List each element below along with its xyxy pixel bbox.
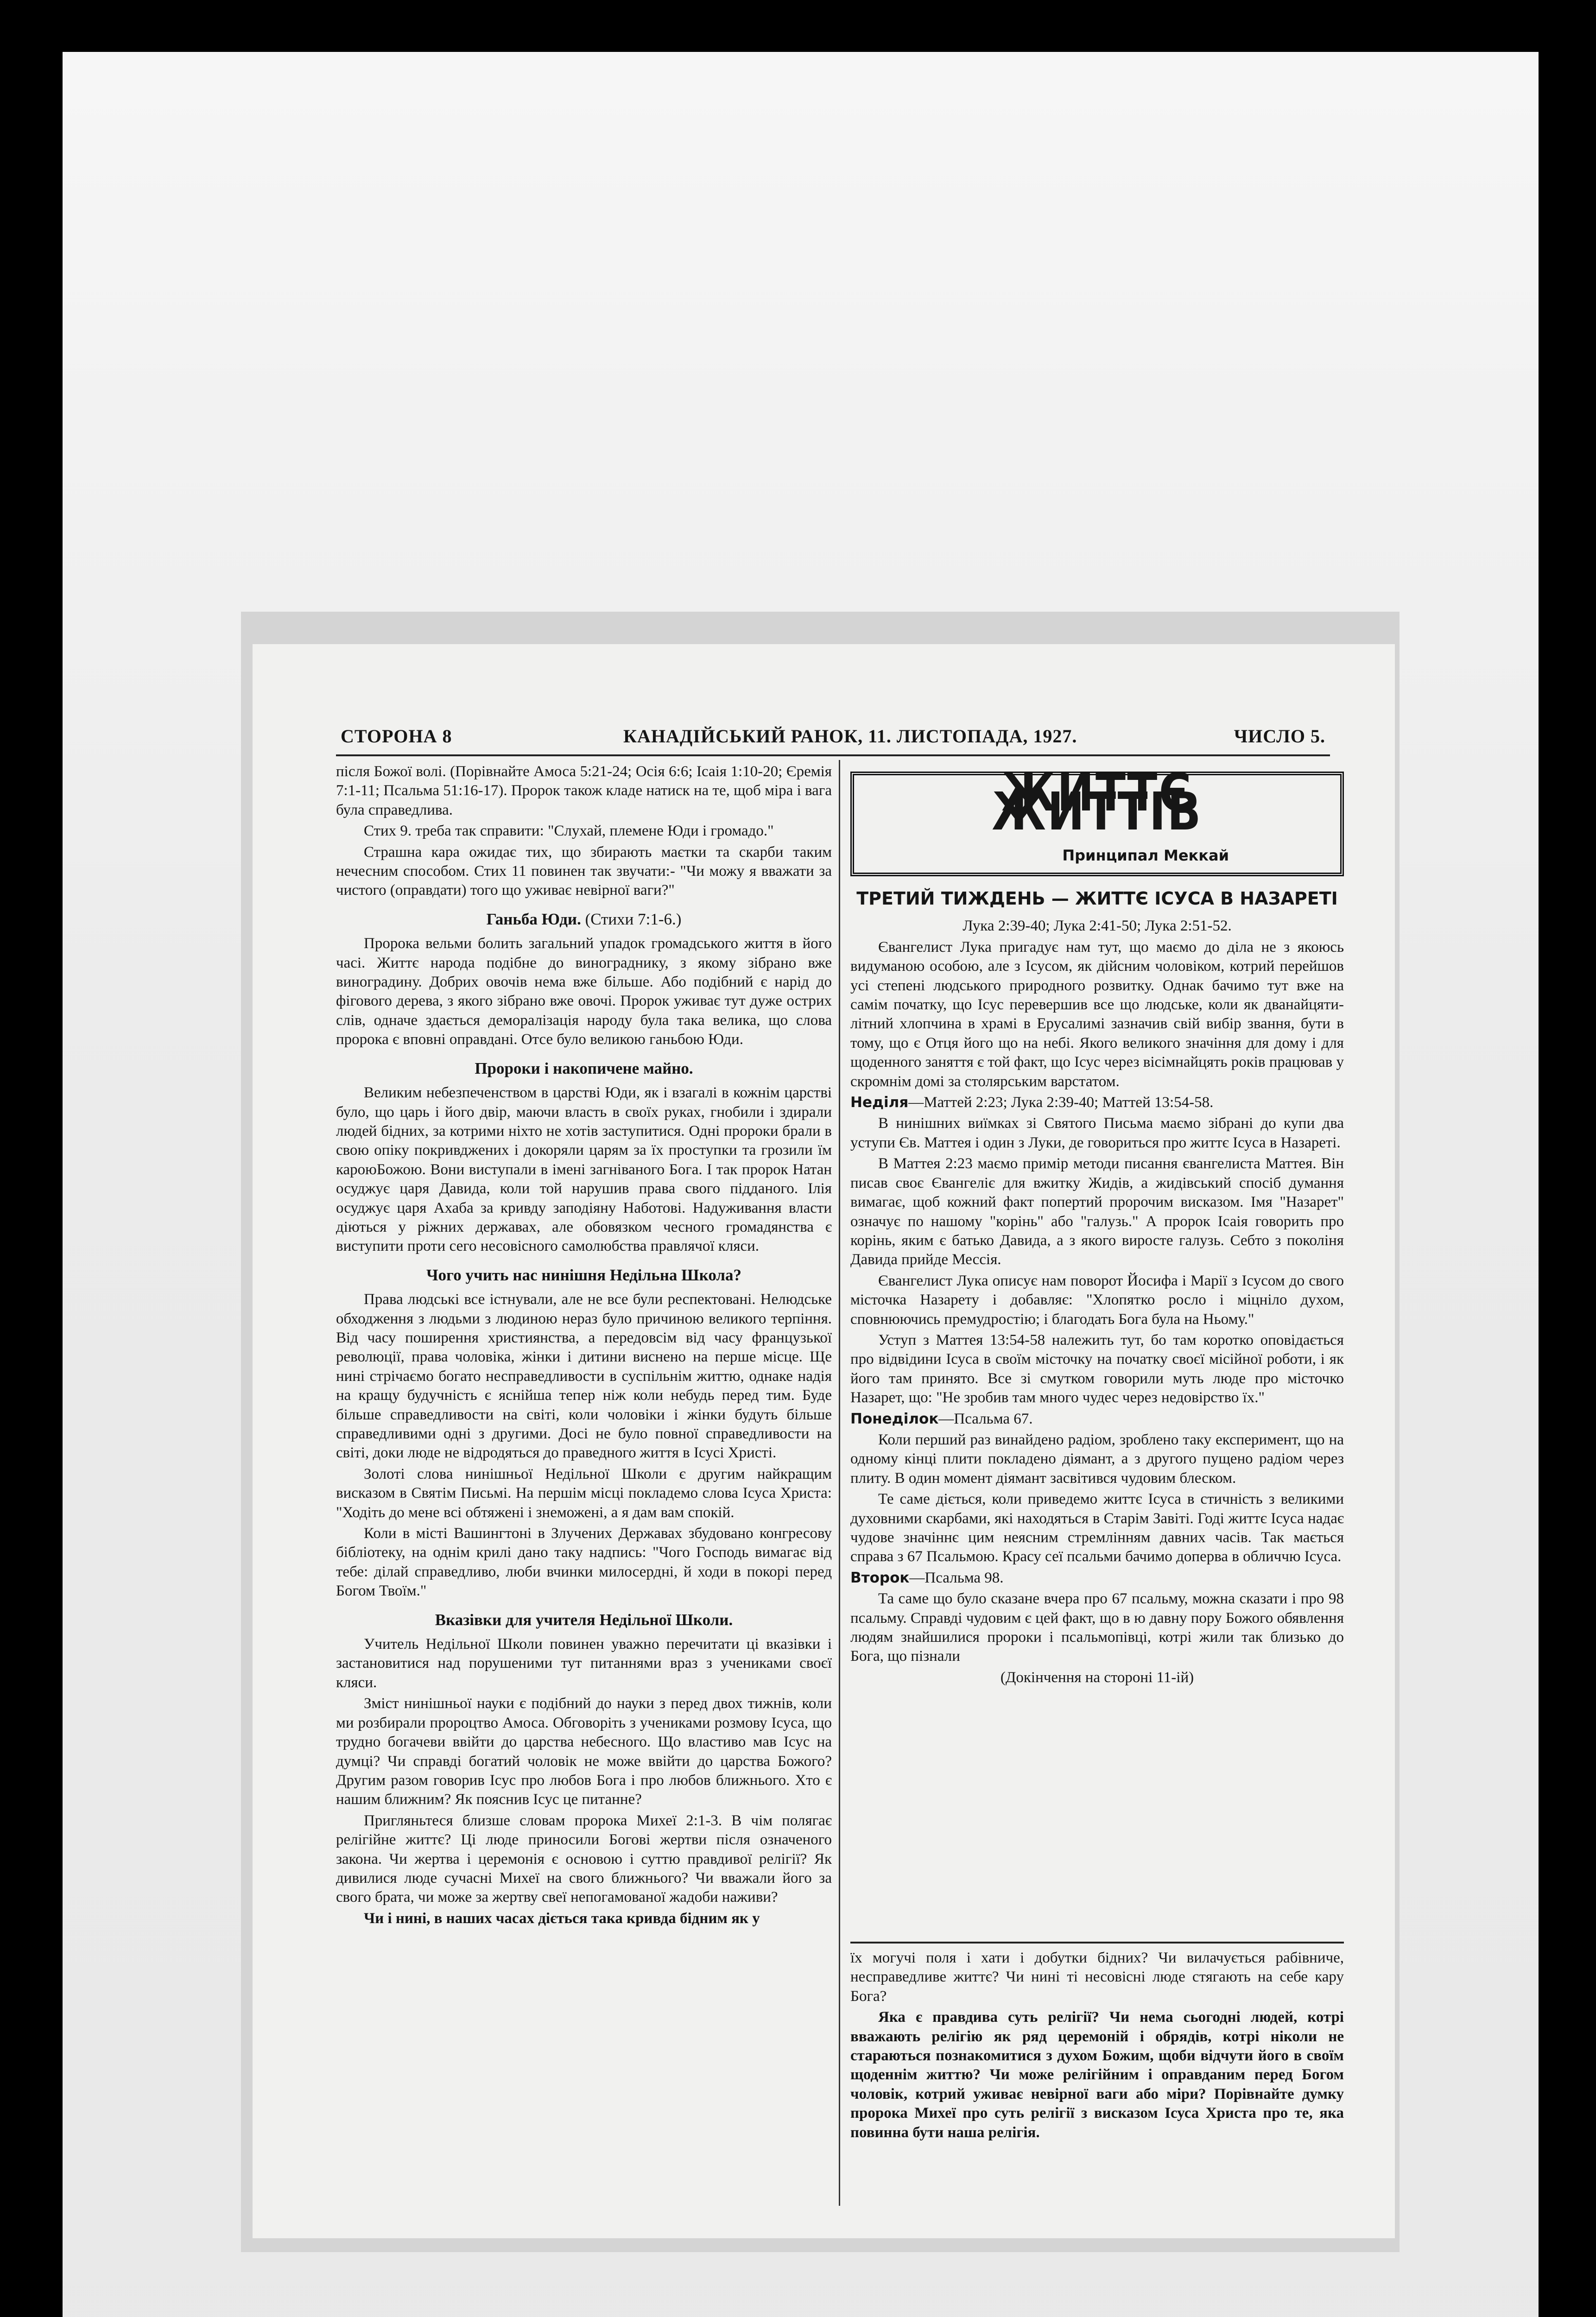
continuation-note: (Докінчення на стороні 11-ій) <box>1000 1669 1194 1686</box>
paragraph: їх могучі поля і хати і добутки бідних? Чи вилачується рабівниче, несправедливе життє? Чи нині ті несовісні люде стягають на себе кару Бога? <box>850 1950 1344 2005</box>
paragraph: Яка є правдива суть релігії? Чи нема сьогодні людей, котрі вважають релігію як ряд церемоній і обрядів, котрі ніколи не стараються познакомитися з духом Божим, щоби відчути його в своїм щоденнім життю? Чи може релігійним і оправданим перед Богом чоловік, котрий уживає невірної ваги або міри? Порівнайте думку пророка Михеї про суть релігії з висказом Ісуса Христа про те, яка повинна бути наша релігія. <box>850 2009 1344 2141</box>
day-heading <box>850 1410 1344 1429</box>
day-name: Понеділок <box>850 1410 939 1427</box>
page-header <box>341 725 1325 753</box>
newspaper-page <box>253 644 1395 2238</box>
paragraph: Золоті слова нинішньої Недільної Школи є другим найкращим висказом в Святім Письмі. На першім місці покладемо слова Ісуса Христа: "Ходіть до мене всі обтяжені і знеможені, а я дам вам спокій. <box>336 1465 832 1521</box>
paragraph: Зміст нинішньої науки є подібний до науки з перед двох тижнів, коли ми розбирали пророцтво Амоса. Обговоріть з учениками розмову Ісуса, що трудно богачеви ввійти до царства небесного. Що властиво мав Ісус на думці? Чи справді богатий чоловік не може ввійти до царства Божого? Другим разом говорив Ісус про любов Бога і про любов ближнього. Хто є нашим ближним? Як пояснив Ісус це питанне? <box>336 1695 832 1808</box>
bottom-right-column <box>850 1949 1344 2208</box>
day-refs: —Маттей 2:23; Лука 2:39-40; Маттей 13:54-58. <box>908 1094 1214 1111</box>
paragraph: Великим небезпеченством в царстві Юди, як і взагалі в кожнім царстві було, що царь і його двір, маючи власть в своїх руках, гнобили і здирали людей бідних, за котрими ніхто не хотів заступитися. Одні пророки брали в свою опіку покривджених і докоряли царям за їх проступки та грозили їм кароюБожою. Вони виступали в імені загніваного Бога. І так пророк Натан осуджує царя Давида, коли той нарушив права свого підданого. Ілія осуджує царя Ахаба за кривду заподіяну Наботові. Надуживання власти діються у ріжних державах, але обовязком чесного громадянства є виступити проти сего несовісного самолюбства правлячої кляси. <box>336 1084 832 1255</box>
section-heading: Чого учить нас нинішня Недільна Школа? <box>426 1266 741 1284</box>
page-number: СТОРОНА 8 <box>341 726 452 747</box>
paragraph: Коли перший раз винайдено радіом, зроблено таку експеримент, що на одному кінці плити покладено діямант, а з другого пущено радіом через плиту. В один момент діямант засвітився чудовим блеском. <box>850 1431 1344 1487</box>
paragraph: Коли в місті Вашингтоні в Злучених Державах збудовано конгресову бібліотеку, на однім крилі дано таку надпись: "Чого Господь вимагає від тебе: ділай справедливо, люби вчинки милосердні, й ходи в покорі перед Богом Твоїм." <box>336 1525 832 1600</box>
paragraph: Євангелист Лука пригадує нам тут, що маємо до діла не з якоюсь видуманою особою, але з Ісусом, як дійсним чоловіком, котрий перейшов усі степені людського природного розвитку. Однак бачимо тут вже на самім початку, що Ісус перевершив все що людське, коли як дванайцяти-літний хлопчина в храмі в Ерусалимі зазначив свій вибір звання, бути в тому, що є Отця його що на небі. Якого великого значіння для дому і для щоденного заняття є той факт, що Ісус через вісімнайцять років працював у скромнім домі за столярським варстатом. <box>850 938 1344 1090</box>
paragraph: Стих 9. треба так справити: "Слухай, племене Юди і громадо." <box>364 823 774 840</box>
section-heading: Пророки і накопичене майно. <box>475 1059 693 1077</box>
paragraph: Чи і нині, в наших часах діється така кривда бідним як у <box>364 1910 760 1927</box>
day-heading <box>850 1569 1344 1588</box>
column-banner <box>850 763 1344 876</box>
heading-text: Ганьба Юди. <box>486 910 581 928</box>
paragraph: Учитель Недільної Школи повинен уважно перечитати ці вказівки і застановитися над порушеними тут питаннями враз з учениками своєї кляси. <box>336 1636 832 1691</box>
header-rule <box>336 754 1330 756</box>
right-column <box>850 762 1344 1953</box>
paragraph: Уступ з Маттея 13:54-58 належить тут, бо там коротко оповідається про відвідини Ісуса в своїм місточку на початку своєї місійної роботи, і як його там принято. Все зі смутком говорили муть люде про місточко Назарет, що: "Не зробив там много чудес через недовірство їх." <box>850 1331 1344 1406</box>
section-rule <box>850 1942 1344 1943</box>
paper-title-date: КАНАДІЙСЬКИЙ РАНОК, 11. ЛИСТОПАДА, 1927. <box>623 726 1077 747</box>
section-heading: Вказівки для учителя Недільної Школи. <box>435 1610 733 1629</box>
section-heading <box>336 910 832 929</box>
paragraph: Пророка вельми болить загальний упадок громадського життя в його часі. Життє народа подібне до винограднику, з якому зібрано вже виноградину. Добрих овочів нема вже більше. Або подібний є нарід до фігового дерева, з якого зібрано вже овочі. Пророк уживає тут дуже острих слів, одначе здається деморалізація народу була така велика, що слова пророка є вповні оправдані. Отсе було великою ганьбою Юди. <box>336 935 832 1048</box>
scripture-refs: Лука 2:39-40; Лука 2:41-50; Лука 2:51-52. <box>963 918 1232 935</box>
day-refs: —Псальма 67. <box>938 1410 1033 1427</box>
paragraph: В нинішних виїмках зі Святого Письма маємо зібрані до купи два уступи Єв. Маттея і один з Луки, де говориться про життє Ісуса в Назареті. <box>850 1115 1344 1151</box>
article-title: ТРЕТИЙ ТИЖДЕНЬ — ЖИТТЄ ІСУСА В НАЗАРЕТІ <box>856 888 1338 909</box>
paragraph: Те саме діється, коли приведемо життє Ісуса в стичність з великими духовними скарбами, які находяться в Старім Завіті. Годі життє Ісуса надає чудове значіннє цим неясним стремлінням давних часів. Так мається справа з 67 Псальмою. Красу сеї псальми бачимо доперва в обличчю Ісуса. <box>850 1491 1344 1565</box>
paragraph: Права людські все істнували, але не все були респектовані. Нелюдське обходження з людьми з людиною нераз було причиною великого терпіння. Від часу поширення християнства, а передовсім від часу французької революції, права чоловіка, жінки і дитини виснено на перше місце. Ще нині стрічаємо богато несправедливости в суспільнім життю, однаке надія на кращу будучність є яснійша тепер ніж коли небудь перед тим. Буде більше справедливости на світі, коли чоловіки і жінки будуть більше справедливими одні з другими. Досі не було повної справедливости на світі, доки люде не відродяться до праведного життя в Ісусі Христі. <box>336 1291 832 1462</box>
paragraph: після Божої волі. (Порівнайте Амоса 5:21-24; Осія 6:6; Ісаія 1:10-20; Єремія 7:1-11; Псальма 51:16-17). Пророк також кладе натиск на те, щоб міра і вага була справедлива. <box>336 763 832 818</box>
day-refs: —Псальма 98. <box>909 1569 1004 1586</box>
banner-author: Принципал Меккай <box>1062 846 1229 864</box>
banner-title: ЖИТТЄ ЖИТТІВ <box>992 763 1203 842</box>
paragraph: Страшна кара ожидає тих, що збирають маєтки та скарби таким нечесним способом. Стих 11 повинен так звучати:- "Чи можу я вважати за чистого (оправдати) того що уживає невірної ваги?" <box>336 843 832 899</box>
day-name: Второк <box>850 1569 910 1586</box>
paragraph: В Маттея 2:23 маємо примір методи писання євангелиста Маттея. Він писав своє Євангеліє для вжитку Жидів, а жидівський спосіб думання вимагає, щоб кожний факт попертий пророчим висказом. Імя "Назарет" означує по нашому "корінь" або "галузь." А пророк Ісаія говорить про корінь, яким є батько Давида, а з якого виросте галузь. Себто з поколіня Давида прийде Мессія. <box>850 1155 1344 1268</box>
paragraph: Та саме що було сказане вчера про 67 псальму, можна сказати і про 98 псальму. Справді чудовим є цей факт, що в ю давну пору Божого обявлення людям знайшилися пророки і псальмопівці, котрі жили так близько до Бога, що пізнали <box>850 1590 1344 1665</box>
column-rule <box>839 760 840 2206</box>
paragraph: Євангелист Лука описує нам поворот Йосифа і Марії з Ісусом до свого місточка Назарету і добавляє: "Хлопятко росло і міцніло духом, сповнюючись премудростію; і благодать Бога була на Ньому." <box>850 1272 1344 1328</box>
day-name: Неділя <box>850 1094 909 1111</box>
issue-number: ЧИСЛО 5. <box>1234 726 1325 747</box>
heading-ref: (Стихи 7:1-6.) <box>585 910 682 928</box>
day-heading <box>850 1093 1344 1112</box>
left-column <box>336 762 832 2208</box>
paragraph: Пригляньтеся близше словам пророка Михеї 2:1-3. В чім полягає релігійне життє? Ці люде приносили Богові жертви після означеного закона. Чи жертва і церемонія є основою і суттю правдивої релігії? Як дивилися люде сучасні Михеї на свого ближнього? Чи вважали його за свого брата, чи може за жертву свеї непогамованої жадоби наживи? <box>336 1812 832 1906</box>
